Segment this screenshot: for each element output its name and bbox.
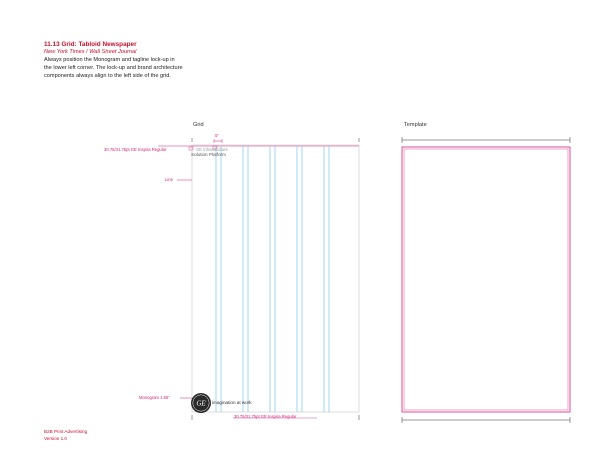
brand-architecture-line-1: GE Infrastructure — [196, 147, 228, 152]
tagline: imagination at work — [212, 400, 252, 405]
column-guides — [216, 146, 329, 412]
template-inner-frame — [404, 149, 568, 410]
top-dimension-label: .5" — [214, 133, 219, 138]
section-subtitle: New York Times / Wall Street Journal — [44, 49, 137, 55]
section-heading: 11.13 Grid: Tabloid Newspaper — [44, 41, 137, 48]
footer-line-1: B2B Print Advertising — [44, 429, 88, 434]
description-line-3: components always align to the left side of the grid. — [44, 73, 171, 79]
crop-marks — [192, 138, 359, 420]
bottom-spec-label: 30.75/31.75pt GE Inspira Regular — [234, 414, 297, 419]
grid-panel-title: Grid — [193, 122, 204, 128]
margin-marker — [189, 147, 193, 150]
brand-architecture-line-2: Solution Platform — [191, 152, 226, 157]
top-dimension-bracket — [214, 139, 222, 143]
footer-line-2: Version 1.0 — [44, 436, 67, 441]
description-line-1: Always position the Monogram and tagline lock-up in — [44, 57, 175, 63]
monogram-label: Monogram 1.65" — [139, 395, 170, 400]
template-frame — [402, 147, 570, 412]
template-panel-title: Template — [404, 122, 427, 128]
headline-spec-label: 30.75/31.75pt GE Inspira Regular — [104, 147, 167, 152]
svg-text:GE: GE — [196, 399, 206, 408]
grid-frame — [192, 145, 359, 412]
template-dimension-marks — [402, 137, 570, 423]
grid-panel — [158, 138, 359, 420]
ge-monogram-icon — [191, 393, 211, 413]
template-panel — [402, 137, 570, 423]
description-line-2: the lower left corner. The lock-up and brand architecture — [44, 65, 183, 71]
line-label: Line — [165, 177, 173, 182]
